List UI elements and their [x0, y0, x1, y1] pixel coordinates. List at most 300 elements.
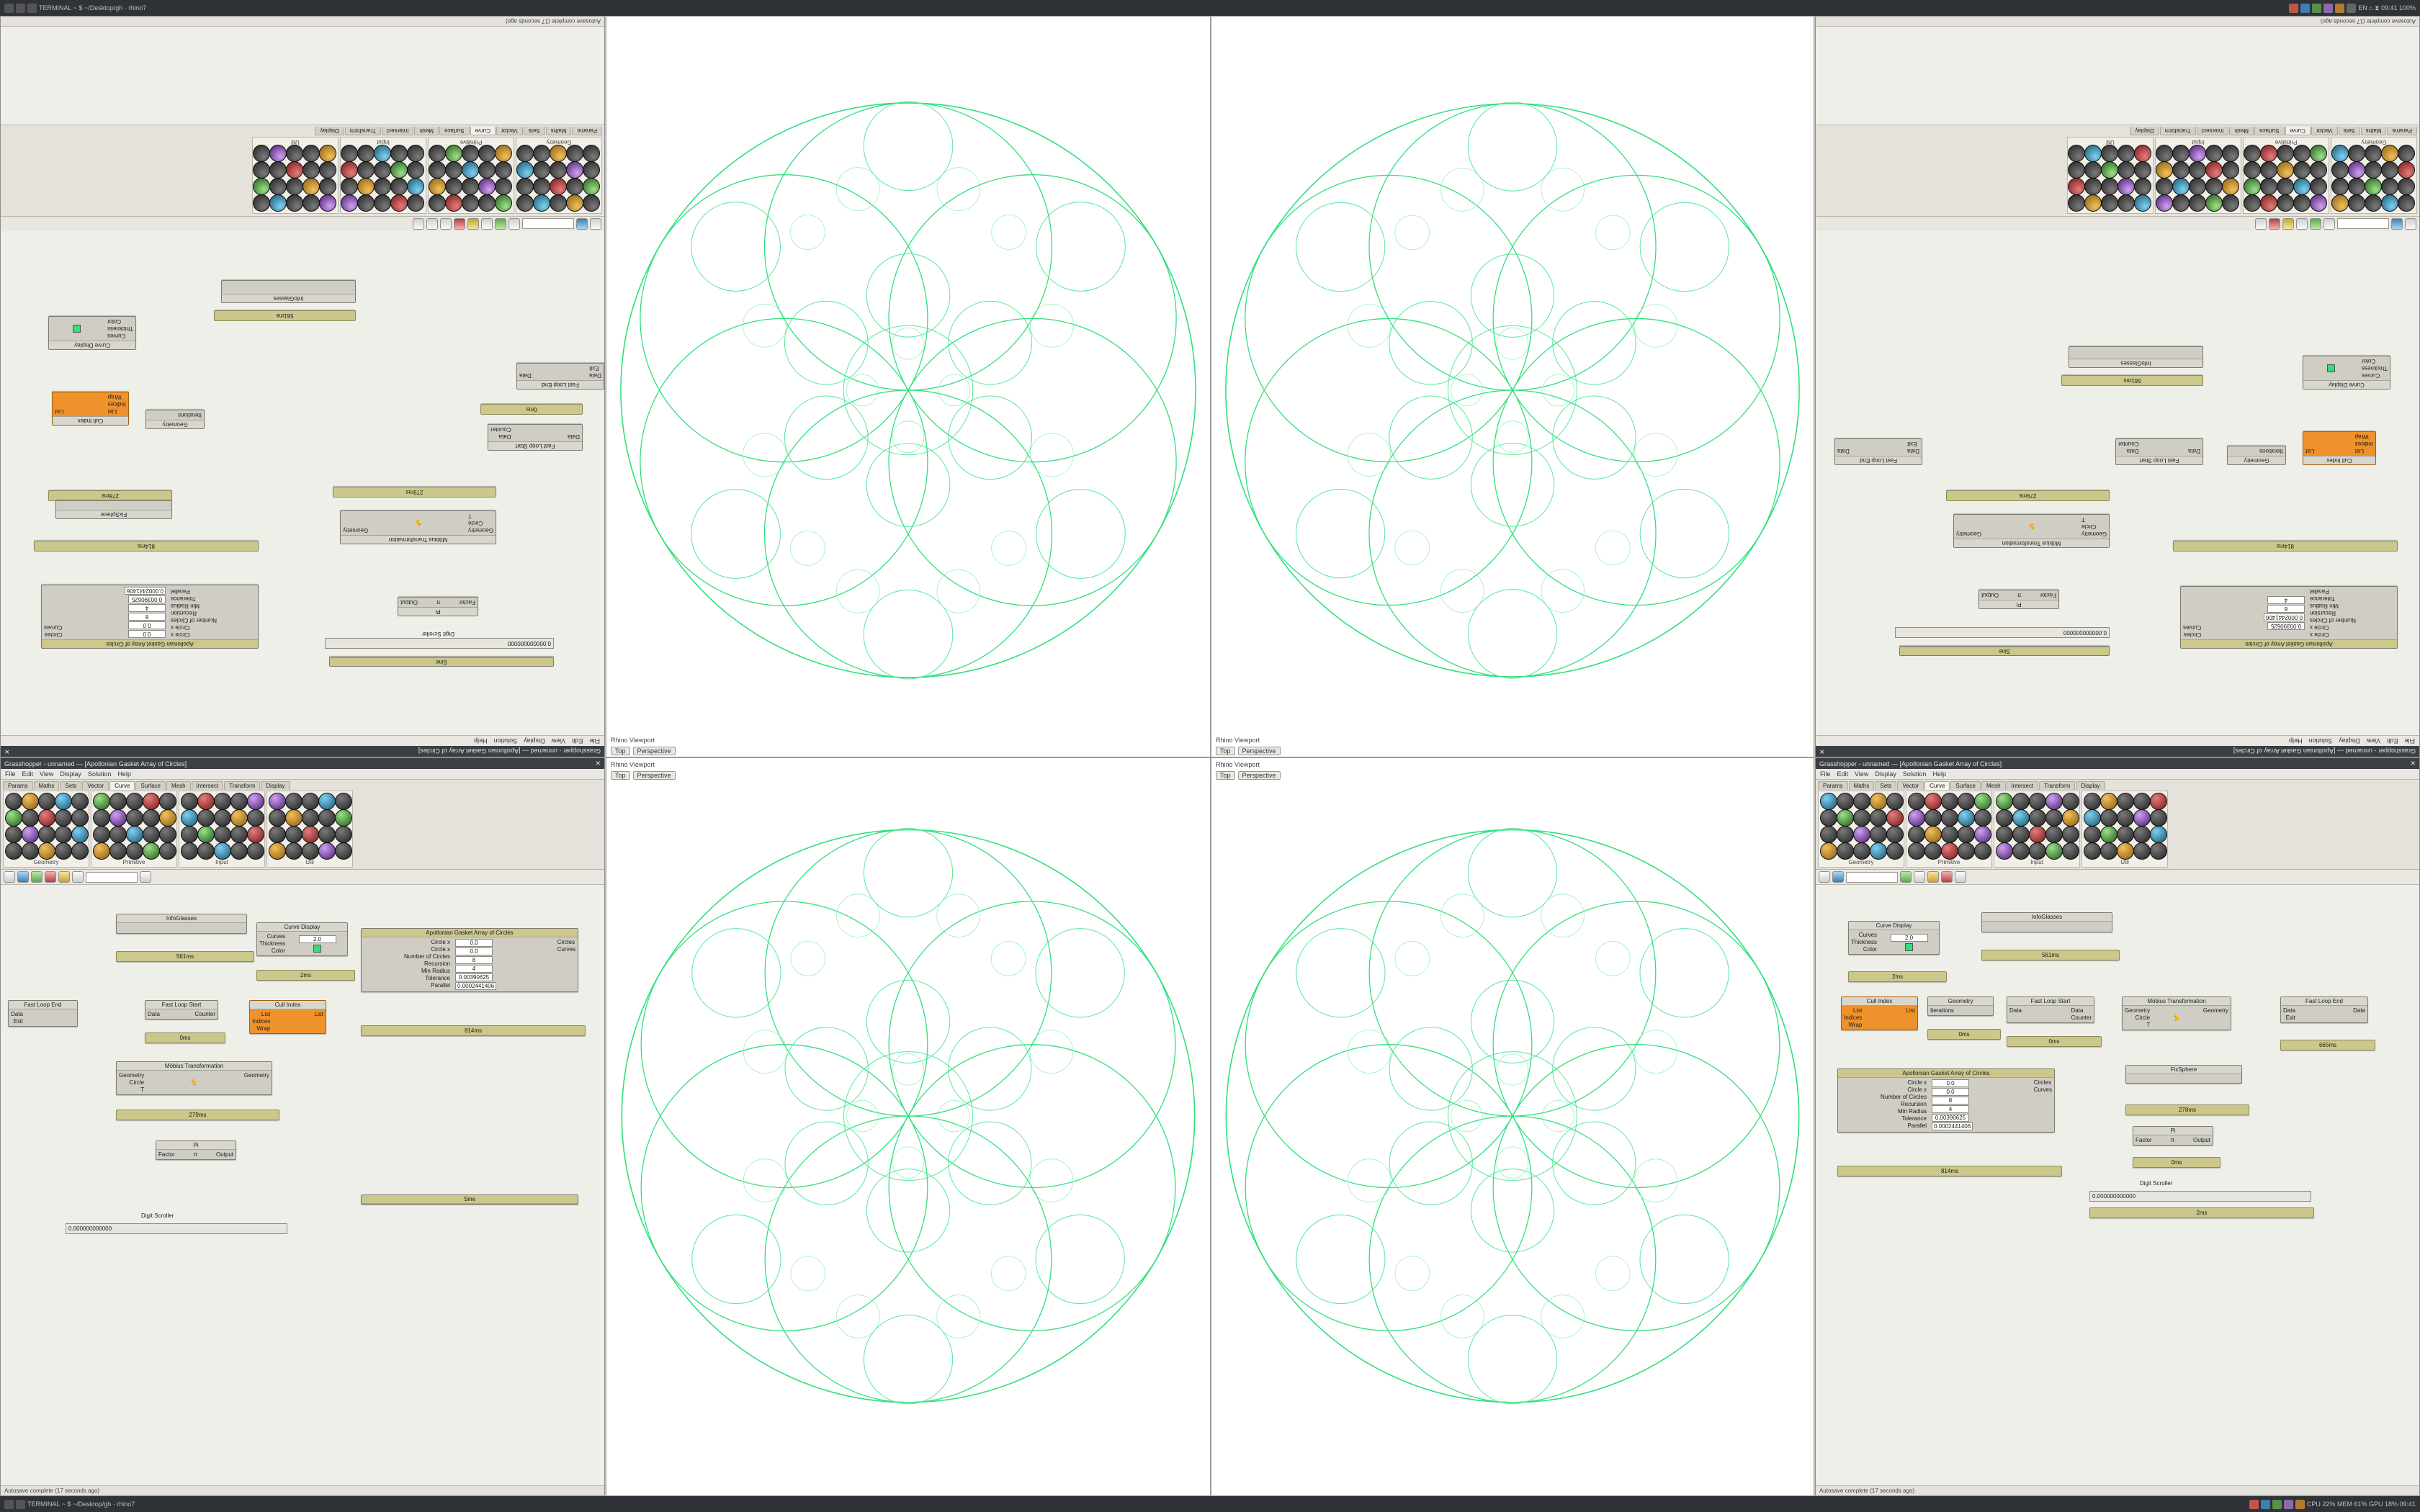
- component-icon[interactable]: [2117, 842, 2134, 860]
- component-icon[interactable]: [2293, 161, 2311, 179]
- port-t[interactable]: T: [2081, 516, 2085, 523]
- component-icon[interactable]: [126, 793, 143, 810]
- port-list[interactable]: List: [2354, 448, 2365, 454]
- value-number-of-circles[interactable]: 8: [455, 956, 493, 964]
- component-icon[interactable]: [1820, 793, 1837, 810]
- ribbon-tab-sets[interactable]: Sets: [524, 127, 545, 135]
- component-icon[interactable]: [2398, 194, 2415, 212]
- new-icon[interactable]: [1819, 871, 1830, 883]
- port-circle-b[interactable]: Circle x: [431, 946, 450, 953]
- menu-display[interactable]: Display: [60, 770, 81, 778]
- node-apollonian-gasket[interactable]: [2180, 586, 2398, 649]
- component-icon[interactable]: [22, 809, 39, 827]
- component-icon[interactable]: [2172, 161, 2190, 179]
- port-data[interactable]: Data: [589, 372, 601, 379]
- ribbon-group-util[interactable]: [2081, 791, 2168, 868]
- ribbon-tab-display[interactable]: Display: [315, 127, 344, 135]
- node-cull-index[interactable]: [1841, 996, 1918, 1030]
- component-icon[interactable]: [2189, 161, 2206, 179]
- cluster-icon[interactable]: [426, 218, 438, 230]
- component-icon[interactable]: [1886, 842, 1904, 860]
- port-recursion[interactable]: Recursion: [2310, 610, 2336, 616]
- viewport-tabs[interactable]: [1216, 747, 1281, 755]
- component-icon[interactable]: [583, 194, 600, 212]
- component-icon[interactable]: [566, 178, 583, 195]
- canvas-toolbar[interactable]: [1, 870, 604, 885]
- port-parallel[interactable]: Parallel: [2310, 588, 2329, 595]
- ribbon-tab-mesh[interactable]: Mesh: [1981, 781, 2006, 790]
- component-icon[interactable]: [2133, 809, 2151, 827]
- port-color[interactable]: Color: [107, 318, 122, 325]
- ribbon-tab-curve[interactable]: Curve: [2285, 127, 2311, 135]
- component-icon[interactable]: [2133, 793, 2151, 810]
- component-icon[interactable]: [2365, 145, 2382, 162]
- component-icon[interactable]: [143, 809, 160, 827]
- rhino-viewport-bottom-left[interactable]: [606, 757, 1211, 1496]
- component-icon[interactable]: [495, 161, 512, 179]
- component-icon[interactable]: [583, 145, 600, 162]
- ribbon-tab-maths[interactable]: Maths: [546, 127, 572, 135]
- component-icon[interactable]: [253, 161, 270, 179]
- component-icon[interactable]: [1870, 842, 1887, 860]
- app-icon[interactable]: [27, 4, 37, 13]
- component-icon[interactable]: [335, 809, 352, 827]
- component-icon[interactable]: [2156, 161, 2173, 179]
- component-icon[interactable]: [2134, 161, 2151, 179]
- port-counter[interactable]: Counter: [490, 426, 511, 433]
- component-icon[interactable]: [318, 809, 336, 827]
- component-icon[interactable]: [1870, 793, 1887, 810]
- node-fast-loop-end[interactable]: [516, 363, 604, 390]
- component-icon[interactable]: [1853, 842, 1870, 860]
- node-sine[interactable]: [361, 1194, 578, 1205]
- node-mobius-transformation[interactable]: Möbius Transformation Geometry Circle T 🐈 Geometry: [1953, 514, 2110, 548]
- ribbon-tab-curve[interactable]: Curve: [1924, 781, 1950, 790]
- component-icon[interactable]: [1820, 842, 1837, 860]
- port-data[interactable]: Data: [148, 1011, 160, 1017]
- component-icon[interactable]: [253, 178, 270, 195]
- menu-display[interactable]: Display: [1875, 770, 1896, 778]
- component-icon[interactable]: [2222, 194, 2239, 212]
- port-tolerance[interactable]: Tolerance: [1901, 1115, 1927, 1122]
- ribbon-tab-sets[interactable]: Sets: [60, 781, 81, 790]
- ribbon-tab-params[interactable]: Params: [2387, 127, 2417, 135]
- component-icon[interactable]: [374, 145, 391, 162]
- component-icon[interactable]: [247, 826, 264, 843]
- new-icon[interactable]: [4, 871, 15, 883]
- component-icon[interactable]: [566, 161, 583, 179]
- component-icon[interactable]: [285, 842, 302, 860]
- component-icon[interactable]: [38, 793, 55, 810]
- component-icon[interactable]: [2150, 826, 2167, 843]
- rhino-viewport-top-left[interactable]: [606, 16, 1211, 757]
- component-icon[interactable]: [2260, 178, 2277, 195]
- port-circle-a[interactable]: Circle x: [171, 631, 190, 638]
- pan-icon[interactable]: [1914, 871, 1925, 883]
- viewport-tab-perspective[interactable]: Perspective: [1238, 747, 1281, 755]
- component-icon[interactable]: [566, 145, 583, 162]
- component-icon[interactable]: [374, 194, 391, 212]
- value-circle-b[interactable]: 0.0: [1932, 1088, 1969, 1096]
- value-circle-a[interactable]: 0.0: [455, 939, 493, 947]
- port-data-out[interactable]: Data: [2353, 1007, 2365, 1014]
- component-icon[interactable]: [429, 194, 446, 212]
- node-cull-index[interactable]: [2303, 431, 2376, 465]
- ribbon-group-primitive[interactable]: [91, 791, 177, 868]
- port-number-of-circles[interactable]: Number of Circles: [403, 953, 450, 960]
- component-icon[interactable]: [22, 842, 39, 860]
- menu-solution[interactable]: Solution: [493, 737, 518, 744]
- ribbon-tab-vector[interactable]: Vector: [496, 127, 523, 135]
- component-icon[interactable]: [2068, 194, 2085, 212]
- rhino-viewport-top-right[interactable]: [1211, 16, 1814, 757]
- port-color[interactable]: Color: [2361, 358, 2376, 364]
- ribbon-group-input[interactable]: [340, 137, 426, 214]
- port-circles[interactable]: Circles: [2033, 1079, 2052, 1086]
- component-icon[interactable]: [197, 826, 215, 843]
- color-swatch[interactable]: [2328, 364, 2336, 372]
- component-icon[interactable]: [2172, 145, 2190, 162]
- ribbon-group-geometry[interactable]: [3, 791, 89, 868]
- component-icon[interactable]: [2101, 145, 2118, 162]
- value-min-radius[interactable]: 0.00390625: [2267, 622, 2305, 630]
- component-icon[interactable]: [1941, 826, 1958, 843]
- port-exit[interactable]: Exit: [589, 365, 599, 372]
- component-icon[interactable]: [2365, 161, 2382, 179]
- port-list-out[interactable]: List: [314, 1011, 323, 1017]
- port-curves[interactable]: Curves: [266, 933, 286, 940]
- component-icon[interactable]: [495, 178, 512, 195]
- component-icon[interactable]: [318, 842, 336, 860]
- component-icon[interactable]: [478, 145, 496, 162]
- component-icon[interactable]: [55, 809, 72, 827]
- viewport-tab-top[interactable]: Top: [1216, 747, 1235, 755]
- ribbon-tab-mesh[interactable]: Mesh: [166, 781, 191, 790]
- component-icon[interactable]: [269, 809, 286, 827]
- value-circle-a[interactable]: 0.0: [1932, 1079, 1969, 1087]
- value-number-of-circles[interactable]: 8: [2267, 605, 2305, 613]
- component-icon[interactable]: [2156, 178, 2173, 195]
- component-icon[interactable]: [2205, 178, 2223, 195]
- port-data[interactable]: Data: [2283, 1007, 2295, 1014]
- component-icon[interactable]: [269, 145, 287, 162]
- component-icon[interactable]: [302, 842, 319, 860]
- port-min-radius[interactable]: Min Radius: [1897, 1108, 1927, 1115]
- menu-file[interactable]: File: [589, 737, 600, 744]
- component-icon[interactable]: [445, 145, 462, 162]
- value-min-radius[interactable]: 0.00390625: [128, 595, 166, 603]
- component-icon[interactable]: [269, 194, 287, 212]
- ribbon-tabs[interactable]: [3, 781, 602, 790]
- node-pi[interactable]: Pi Factor π Output: [2133, 1126, 2213, 1146]
- component-icon[interactable]: [2029, 842, 2046, 860]
- component-icon[interactable]: [533, 178, 550, 195]
- port-circle-a[interactable]: Circle x: [1907, 1079, 1927, 1086]
- viewport-tab-top[interactable]: Top: [1216, 771, 1235, 780]
- component-ribbon[interactable]: [1, 780, 604, 870]
- profiler-icon[interactable]: [45, 871, 56, 883]
- component-icon[interactable]: [2310, 194, 2327, 212]
- value-min-radius[interactable]: 0.00390625: [455, 973, 493, 981]
- component-icon[interactable]: [2029, 793, 2046, 810]
- component-icon[interactable]: [2117, 793, 2134, 810]
- canvas-toolbar[interactable]: [1816, 216, 2419, 231]
- ribbon-tab-mesh[interactable]: Mesh: [414, 127, 439, 135]
- component-icon[interactable]: [285, 809, 302, 827]
- menu-view[interactable]: View: [40, 770, 54, 778]
- ribbon-tab-transform[interactable]: Transform: [345, 127, 381, 135]
- menu-edit[interactable]: Edit: [2386, 737, 2398, 744]
- component-icon[interactable]: [2365, 178, 2382, 195]
- port-wrap[interactable]: Wrap: [2354, 433, 2369, 440]
- component-icon[interactable]: [1837, 793, 1854, 810]
- viewport-tabs[interactable]: [611, 771, 676, 780]
- component-icon[interactable]: [2331, 194, 2349, 212]
- component-icon[interactable]: [1908, 809, 1925, 827]
- port-factor[interactable]: Factor: [2040, 592, 2056, 598]
- component-icon[interactable]: [286, 145, 303, 162]
- gh-canvas[interactable]: [1816, 885, 2419, 1346]
- pan-icon[interactable]: [2323, 218, 2335, 230]
- save-icon[interactable]: [2391, 218, 2403, 230]
- pan-icon[interactable]: [508, 218, 520, 230]
- component-icon[interactable]: [302, 194, 320, 212]
- port-curves[interactable]: Curves: [2033, 1086, 2052, 1093]
- value-thickness[interactable]: 2.0: [1891, 934, 1928, 942]
- node-fast-loop-end[interactable]: [1834, 438, 1922, 465]
- bake-icon[interactable]: [467, 218, 479, 230]
- menu-bar[interactable]: [1, 769, 604, 780]
- value-recursion[interactable]: 4: [2267, 596, 2305, 604]
- component-icon[interactable]: [341, 161, 358, 179]
- save-icon[interactable]: [1832, 871, 1844, 883]
- component-icon[interactable]: [181, 809, 198, 827]
- component-icon[interactable]: [516, 161, 534, 179]
- ribbon-tab-curve[interactable]: Curve: [109, 781, 135, 790]
- node-sine[interactable]: [329, 657, 554, 667]
- component-icon[interactable]: [1924, 826, 1942, 843]
- port-geometry[interactable]: Geometry: [119, 1072, 145, 1079]
- port-circles[interactable]: Circles: [2183, 631, 2202, 638]
- port-circle-a[interactable]: Circle x: [2310, 631, 2329, 638]
- app-icon[interactable]: [4, 1500, 14, 1509]
- ribbon-tab-surface[interactable]: Surface: [439, 127, 470, 135]
- value-number-of-circles[interactable]: 8: [1932, 1097, 1969, 1104]
- component-icon[interactable]: [2293, 194, 2311, 212]
- port-circle[interactable]: Circle: [467, 520, 483, 526]
- component-icon[interactable]: [1996, 842, 2013, 860]
- viewport-tab-perspective[interactable]: Perspective: [633, 771, 676, 780]
- value-thickness[interactable]: 2.0: [299, 935, 336, 943]
- save-icon[interactable]: [17, 871, 29, 883]
- component-icon[interactable]: [302, 826, 319, 843]
- node-infoglasses[interactable]: [1981, 912, 2112, 932]
- component-icon[interactable]: [285, 793, 302, 810]
- color-swatch[interactable]: [1905, 943, 1913, 951]
- component-icon[interactable]: [407, 161, 424, 179]
- component-icon[interactable]: [1924, 793, 1942, 810]
- component-icon[interactable]: [2101, 194, 2118, 212]
- digit-scroller[interactable]: [325, 638, 554, 649]
- new-icon[interactable]: [2405, 218, 2416, 230]
- component-icon[interactable]: [253, 194, 270, 212]
- port-list[interactable]: List: [261, 1011, 271, 1017]
- menu-file[interactable]: File: [2404, 737, 2415, 744]
- component-icon[interactable]: [2045, 809, 2063, 827]
- port-data-out[interactable]: Data: [2126, 448, 2139, 454]
- component-icon[interactable]: [2029, 809, 2046, 827]
- port-min-radius[interactable]: Min Radius: [171, 603, 200, 609]
- component-icon[interactable]: [2381, 178, 2398, 195]
- ribbon-tab-maths[interactable]: Maths: [34, 781, 60, 790]
- port-exit[interactable]: Exit: [13, 1018, 23, 1025]
- component-icon[interactable]: [1924, 809, 1942, 827]
- bake-icon[interactable]: [58, 871, 70, 883]
- new-icon[interactable]: [590, 218, 601, 230]
- component-icon[interactable]: [2348, 145, 2365, 162]
- node-geometry[interactable]: [1927, 996, 1994, 1016]
- component-icon[interactable]: [1958, 809, 1975, 827]
- ribbon-group-util[interactable]: [266, 791, 353, 868]
- ribbon-tab-vector[interactable]: Vector: [1897, 781, 1924, 790]
- component-icon[interactable]: [2189, 194, 2206, 212]
- port-color[interactable]: Color: [1863, 946, 1878, 953]
- component-icon[interactable]: [2062, 842, 2079, 860]
- component-icon[interactable]: [2205, 161, 2223, 179]
- port-output[interactable]: Output: [215, 1151, 233, 1158]
- component-icon[interactable]: [2062, 793, 2079, 810]
- component-icon[interactable]: [2156, 194, 2173, 212]
- zoom-field[interactable]: [86, 872, 138, 883]
- port-data[interactable]: Data: [2009, 1007, 2022, 1014]
- node-fast-loop-start[interactable]: [488, 424, 583, 451]
- port-geometry-out[interactable]: Geometry: [1956, 531, 1982, 537]
- component-icon[interactable]: [247, 809, 264, 827]
- component-icon[interactable]: [230, 826, 248, 843]
- menu-help[interactable]: Help: [1932, 770, 1946, 778]
- tray-icon-network[interactable]: [2300, 4, 2310, 13]
- component-icon[interactable]: [181, 842, 198, 860]
- rhino-viewport-bottom-right[interactable]: [1211, 757, 1814, 1496]
- ribbon-group-geometry[interactable]: [2331, 137, 2417, 214]
- component-icon[interactable]: [478, 178, 496, 195]
- port-circles[interactable]: Circles: [557, 939, 575, 945]
- port-circle-b[interactable]: Circle x: [171, 624, 190, 631]
- component-icon[interactable]: [550, 145, 567, 162]
- component-icon[interactable]: [2012, 826, 2030, 843]
- ribbon-tab-intersect[interactable]: Intersect: [382, 127, 414, 135]
- port-circle-a[interactable]: Circle x: [431, 939, 450, 945]
- node-pi[interactable]: Pi Factor π Output: [156, 1140, 236, 1160]
- component-icon[interactable]: [319, 194, 336, 212]
- port-curves[interactable]: Curves: [2361, 372, 2380, 379]
- port-data-out[interactable]: Data: [1837, 448, 1850, 454]
- menu-solution[interactable]: Solution: [1902, 770, 1927, 778]
- component-icon[interactable]: [1886, 826, 1904, 843]
- component-icon[interactable]: [2293, 178, 2311, 195]
- component-icon[interactable]: [143, 793, 160, 810]
- port-number-of-circles[interactable]: Number of Circles: [2310, 617, 2357, 624]
- component-icon[interactable]: [2189, 178, 2206, 195]
- component-icon[interactable]: [462, 178, 479, 195]
- node-fast-loop-start[interactable]: [2115, 438, 2203, 465]
- menu-edit[interactable]: Edit: [571, 737, 583, 744]
- port-indices[interactable]: Indices: [2354, 441, 2373, 447]
- component-icon[interactable]: [38, 842, 55, 860]
- close-icon[interactable]: ✕: [4, 748, 10, 755]
- component-icon[interactable]: [302, 161, 320, 179]
- ribbon-group-primitive[interactable]: [1906, 791, 1992, 868]
- component-icon[interactable]: [71, 793, 89, 810]
- ribbon-tabs[interactable]: [1818, 781, 2417, 790]
- gh-canvas[interactable]: [1, 231, 604, 735]
- port-t[interactable]: T: [2146, 1022, 2151, 1028]
- ribbon-group-input[interactable]: [1994, 791, 2080, 868]
- component-icon[interactable]: [2012, 842, 2030, 860]
- component-icon[interactable]: [1820, 826, 1837, 843]
- component-icon[interactable]: [462, 194, 479, 212]
- node-infoglasses[interactable]: [2069, 346, 2203, 368]
- component-icon[interactable]: [197, 809, 215, 827]
- value-number-of-circles[interactable]: 8: [128, 613, 166, 621]
- tray-icon-battery[interactable]: [2295, 1500, 2305, 1509]
- gear-icon[interactable]: [1955, 871, 1966, 883]
- value-tolerance[interactable]: 0.0002441406: [125, 587, 166, 595]
- component-icon[interactable]: [1853, 793, 1870, 810]
- component-icon[interactable]: [516, 178, 534, 195]
- digit-scroller[interactable]: [1895, 627, 2110, 638]
- component-icon[interactable]: [2222, 178, 2239, 195]
- component-icon[interactable]: [2260, 161, 2277, 179]
- port-parallel[interactable]: Parallel: [1907, 1122, 1927, 1129]
- ribbon-group-geometry[interactable]: [1818, 791, 1904, 868]
- component-icon[interactable]: [2084, 161, 2102, 179]
- ribbon-tabs[interactable]: [3, 127, 602, 135]
- color-swatch[interactable]: [73, 325, 81, 333]
- component-icon[interactable]: [407, 145, 424, 162]
- port-thickness[interactable]: Thickness: [259, 940, 286, 947]
- component-icon[interactable]: [2045, 793, 2063, 810]
- node-apollonian-gasket[interactable]: [41, 585, 259, 649]
- node-curve-display[interactable]: [256, 922, 348, 956]
- preview-icon[interactable]: [495, 218, 506, 230]
- ribbon-tab-params[interactable]: Params: [1818, 781, 1848, 790]
- component-icon[interactable]: [22, 793, 39, 810]
- component-icon[interactable]: [2398, 178, 2415, 195]
- app-icon[interactable]: [16, 4, 25, 13]
- port-min-radius[interactable]: Min Radius: [421, 968, 450, 974]
- component-icon[interactable]: [197, 842, 215, 860]
- component-icon[interactable]: [269, 793, 286, 810]
- ribbon-tab-transform[interactable]: Transform: [2039, 781, 2075, 790]
- component-icon[interactable]: [286, 178, 303, 195]
- component-icon[interactable]: [214, 793, 231, 810]
- component-icon[interactable]: [143, 842, 160, 860]
- close-icon[interactable]: ✕: [1819, 748, 1825, 755]
- node-fast-loop-end[interactable]: [2280, 996, 2368, 1023]
- port-list[interactable]: List: [1852, 1007, 1863, 1014]
- node-infoglasses[interactable]: [116, 914, 247, 934]
- node-curve-display[interactable]: [2303, 356, 2390, 390]
- ribbon-group-input[interactable]: [179, 791, 265, 868]
- component-icon[interactable]: [2068, 145, 2085, 162]
- component-icon[interactable]: [341, 194, 358, 212]
- port-data-out[interactable]: Data: [2071, 1007, 2084, 1014]
- component-icon[interactable]: [2045, 826, 2063, 843]
- ribbon-tab-intersect[interactable]: Intersect: [192, 781, 224, 790]
- preview-icon[interactable]: [2310, 218, 2321, 230]
- component-icon[interactable]: [22, 826, 39, 843]
